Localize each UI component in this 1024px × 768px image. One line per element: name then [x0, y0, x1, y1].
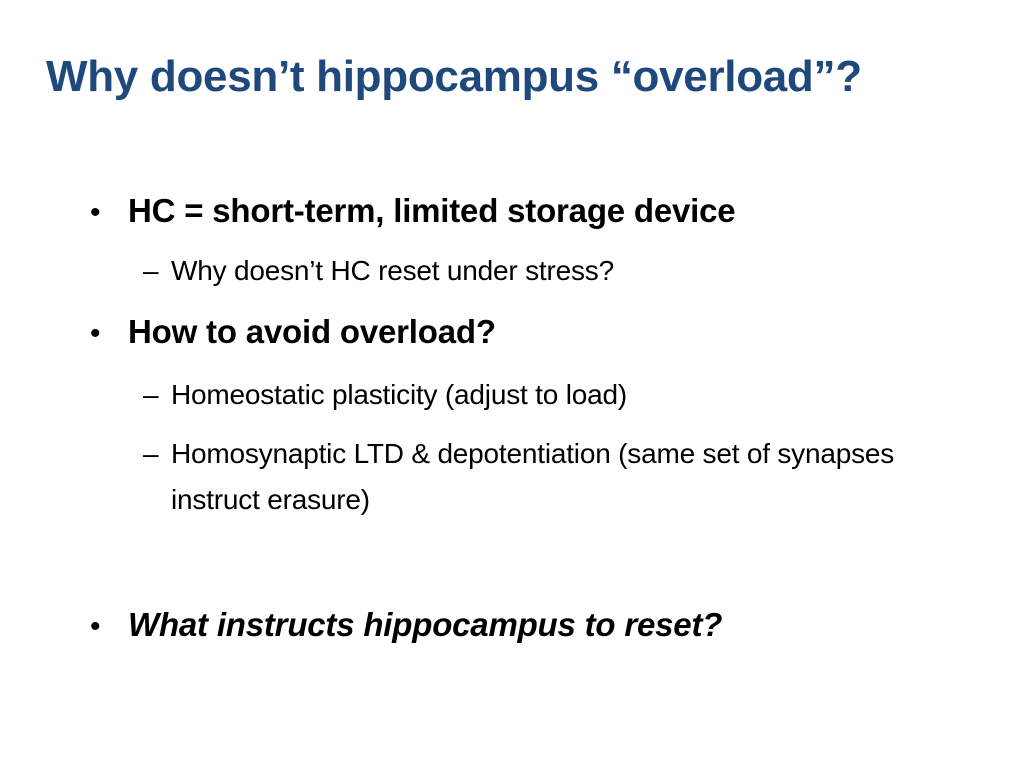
sub-item — [143, 431, 951, 523]
sub-item-text: Homosynaptic LTD & depotentiation (same set of synapses instruct erasure) — [171, 438, 895, 515]
sub-item-text: Why doesn’t HC reset under stress? — [171, 255, 614, 286]
bullet-symbol: • — [90, 196, 101, 229]
slide-title: Why doesn’t hippocampus “overload”? — [46, 52, 862, 101]
bullet-item — [90, 192, 735, 230]
bullet-text: How to avoid overload? — [128, 313, 496, 350]
bullet-symbol: • — [90, 317, 101, 350]
bullet-text: What instructs hippocampus to reset? — [128, 606, 723, 643]
sub-item-text: Homeostatic plasticity (adjust to load) — [171, 379, 627, 410]
sub-item — [143, 372, 951, 418]
dash-symbol: – — [143, 255, 159, 286]
bullet-item — [90, 606, 722, 644]
bullet-item — [90, 313, 496, 351]
bullet-text: HC = short-term, limited storage device — [128, 192, 736, 229]
sub-item — [143, 248, 951, 294]
bullet-symbol: • — [90, 610, 101, 643]
dash-symbol: – — [143, 438, 159, 469]
dash-symbol: – — [143, 379, 159, 410]
